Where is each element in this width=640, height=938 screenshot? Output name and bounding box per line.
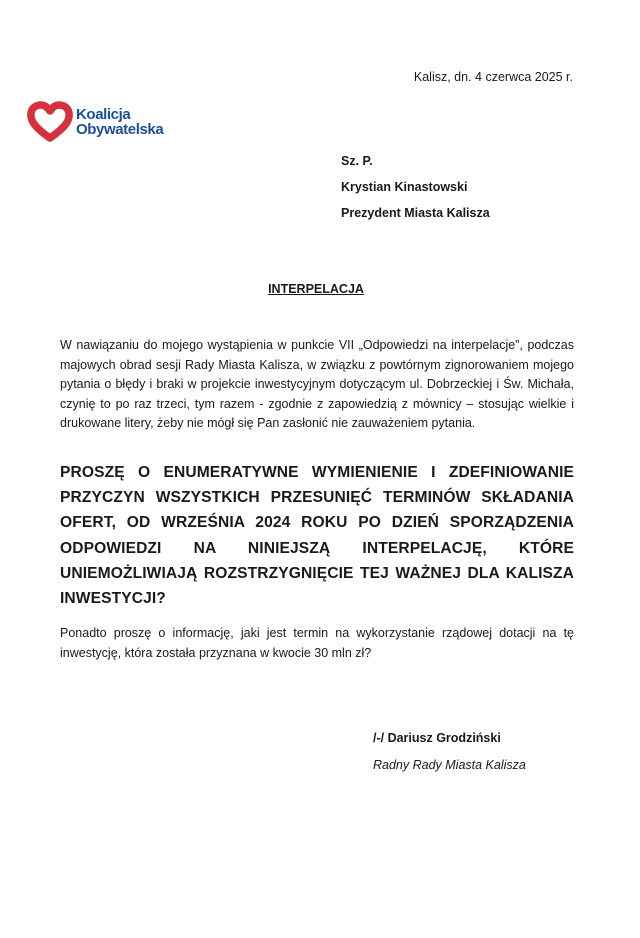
body-paragraph-2: Ponadto proszę o informację, jaki jest termin na wykorzystanie rządowej dotacji na tę inwestycję, która została przyznana w kwocie 30 mln zł?: [60, 626, 574, 660]
place-date: Kalisz, dn. 4 czerwca 2025 r.: [413, 70, 573, 84]
logo-line-2: Obywatelska: [76, 121, 164, 138]
emphasis-question: PROSZĘ O ENUMERATYWNE WYMIENIENIE I ZDEFINIOWANIE PRZYCZYN WSZYSTKICH PRZESUNIĘĆ TERMINÓW SKŁADANIA OFERT, OD WRZEŚNIA 2024 ROKU PO DZIEŃ SPORZĄDZENIA ODPOWIEDZI NA NINIEJSZĄ INTERPELACJĘ, KTÓRE UNIEMOŻLIWIAJĄ ROZSTRZYGNIĘCIE TEJ WAŻNEJ DLA KALISZA INWESTYCJI?: [60, 464, 574, 608]
signature-name: /-/ Dariusz Grodziński: [373, 731, 501, 745]
logo-line-1: Koalicja: [76, 106, 131, 123]
addressee-salutation: Sz. P.: [341, 154, 373, 168]
heart-icon: [26, 100, 74, 144]
logo-text: [76, 107, 163, 137]
document-title: INTERPELACJA: [268, 282, 364, 296]
signature-block: [373, 730, 526, 773]
body-paragraph-1: W nawiązaniu do mojego wystąpienia w punkcie VII „Odpowiedzi na interpelacje”, podczas majowych obrad sesji Rady Miasta Kalisza, w związku z powtórnym zignorowaniem mojego pytania o błędy i braki w projekcie inwestycyjnym dotyczącym ul. Dobrzeckiej i Św. Michała, czynię to po raz trzeci, tym razem - zgodnie z zapowiedzią z mównicy – stosując wielkie i drukowane litery, żeby nie mógł się Pan zasłonić nie zauważeniem pytania.: [60, 338, 574, 430]
party-logo: [26, 100, 163, 144]
addressee-block: [341, 153, 490, 231]
signature-role: Radny Rady Miasta Kalisza: [373, 758, 526, 772]
addressee-position: Prezydent Miasta Kalisza: [341, 206, 490, 220]
addressee-name: Krystian Kinastowski: [341, 180, 468, 194]
